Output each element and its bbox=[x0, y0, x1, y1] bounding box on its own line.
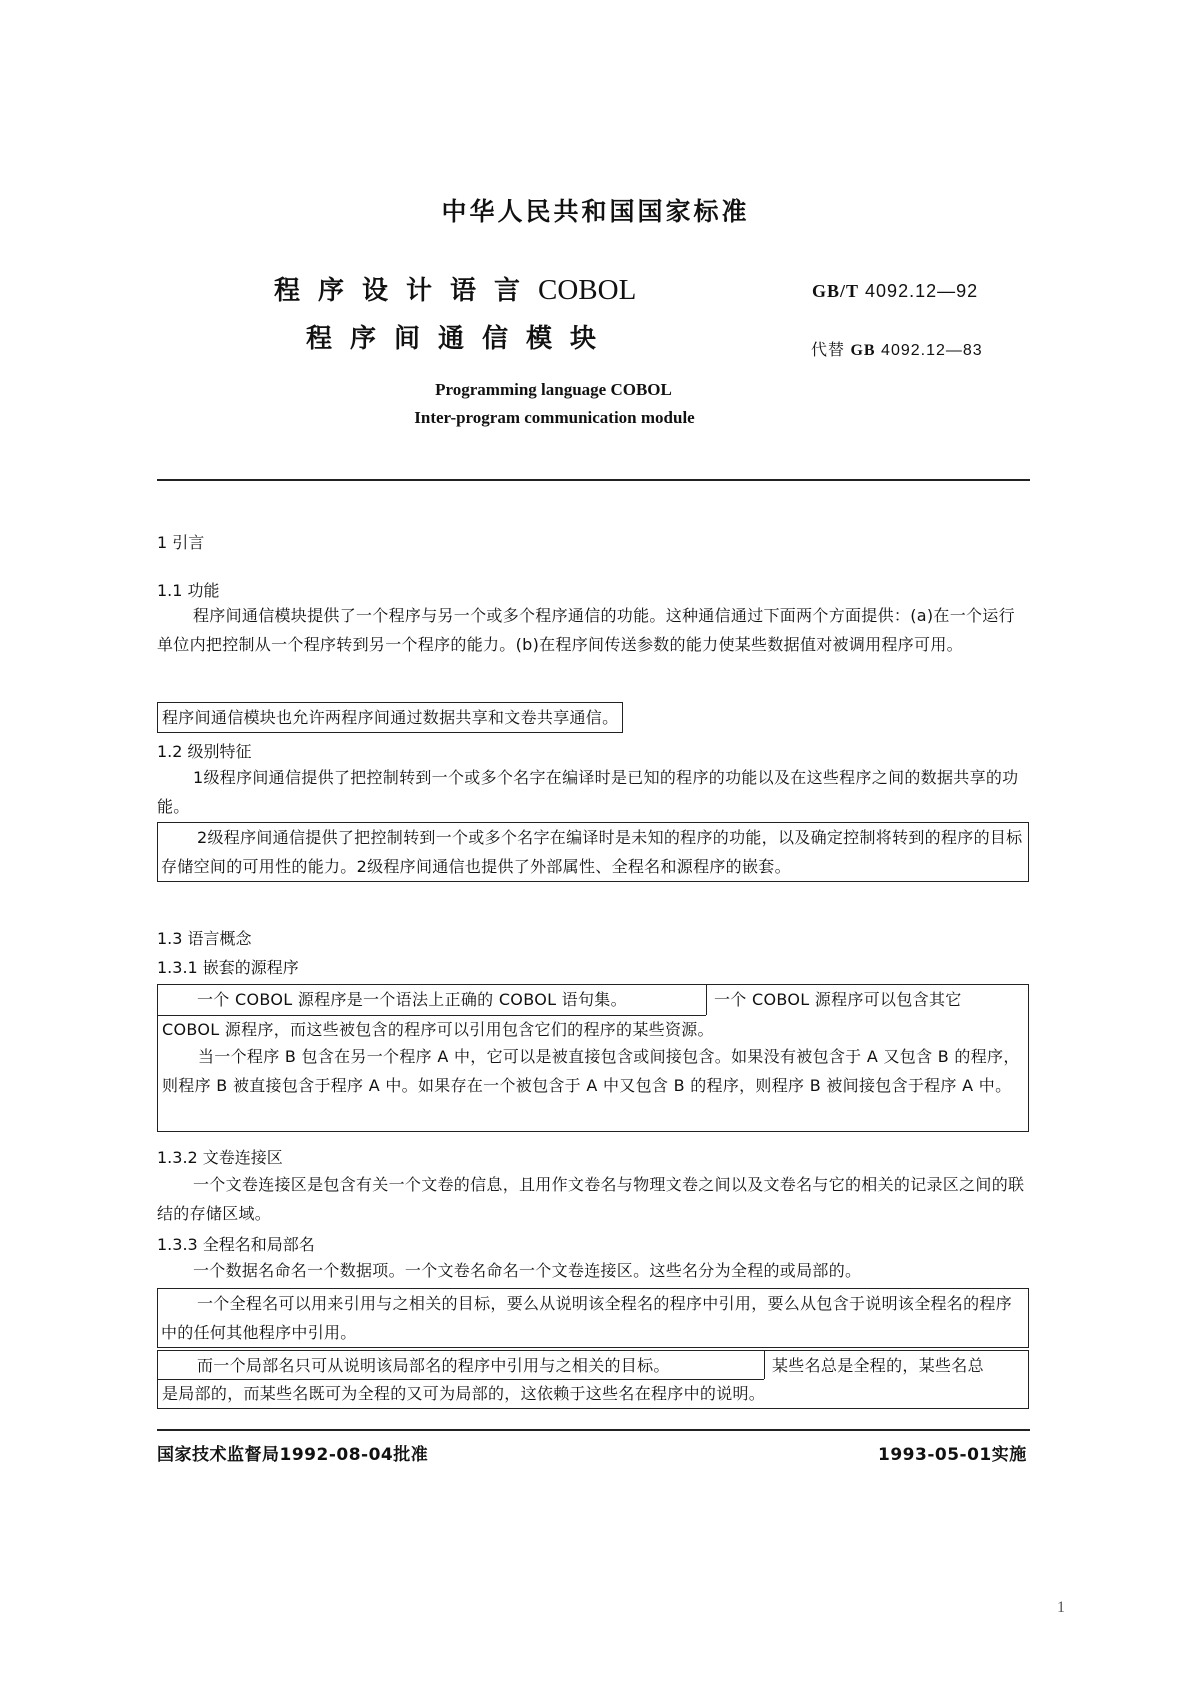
title-text: 程序设计语言 bbox=[274, 276, 539, 306]
section-1-3-3-notched-box bbox=[157, 1350, 1029, 1409]
section-1-3-3-box2-text-start: 某些名总是全程的，某些名总 bbox=[772, 1356, 984, 1375]
section-1-3-1-box-paragraph-2: 当一个程序 B 包含在另一个程序 A 中，它可以是被直接包含或间接包含。如果没有被包含于 A 又包含 B 的程序，则程序 B 被直接包含于程序 A 中。如果存在一个被包含于 A 中又包含 B 的程序，则程序 B 被间接包含于程序 A 中。 bbox=[162, 1047, 1020, 1095]
section-1-3-1-sentence-1: 一个 COBOL 源程序是一个语法上正确的 COBOL 语句集。 bbox=[197, 990, 627, 1009]
section-1-3-1-box-text-start: 一个 COBOL 源程序可以包含其它 bbox=[714, 990, 962, 1009]
section-1-3-2-paragraph: 一个文卷连接区是包含有关一个文卷的信息，且用作文卷名与物理文卷之间以及文卷名与它的相关的记录区之间的联结的存储区域。 bbox=[157, 1175, 1025, 1223]
page-number: 1 bbox=[1057, 1599, 1065, 1616]
title-cobol: COBOL bbox=[538, 274, 637, 306]
box-notch-vertical bbox=[764, 1351, 765, 1379]
section-1-2-heading: 1.2 级别特征 bbox=[157, 742, 252, 761]
english-title-2: Inter-program communication module bbox=[414, 408, 695, 427]
standard-code bbox=[812, 281, 978, 302]
section-1-2-box: 2级程序间通信提供了把控制转到一个或多个名字在编译时是未知的程序的功能，以及确定控制将转到的程序的目标存储空间的可用性的能力。2级程序间通信也提供了外部属性、全程名和源程序的嵌套。 bbox=[157, 822, 1029, 882]
header-divider bbox=[157, 479, 1030, 481]
replaces-code bbox=[811, 337, 983, 360]
approval-info: 国家技术监督局1992-08-04批准 bbox=[157, 1445, 429, 1465]
section-1-1-paragraph: 程序间通信模块提供了一个程序与另一个或多个程序通信的功能。这种通信通过下面两个方面提供：(a)在一个运行单位内把控制从一个程序转到另一个程序的能力。(b)在程序间传送参数的能力使某些数据值对被调用程序可用。 bbox=[157, 606, 1015, 654]
section-1-1-box: 程序间通信模块也允许两程序间通过数据共享和文卷共享通信。 bbox=[157, 702, 623, 733]
section-1-2-paragraph: 1级程序间通信提供了把控制转到一个或多个名字在编译时是已知的程序的功能以及在这些程序之间的数据共享的功能。 bbox=[157, 768, 1019, 816]
section-1-3-3-box2-text-cont: 是局部的，而某些名既可为全程的又可为局部的，这依赖于这些名在程序中的说明。 bbox=[162, 1384, 766, 1403]
english-title-1: Programming language COBOL bbox=[435, 380, 672, 399]
standard-code-number: 4092.12—92 bbox=[865, 281, 979, 301]
effective-date: 1993-05-01实施 bbox=[878, 1445, 1027, 1465]
footer-divider bbox=[157, 1429, 1030, 1431]
title-line-2: 程序间通信模块 bbox=[306, 324, 615, 354]
box-notch-vertical bbox=[706, 985, 707, 1015]
replaces-prefix: GB bbox=[850, 342, 876, 359]
section-1-3-3-heading: 1.3.3 全程名和局部名 bbox=[157, 1235, 315, 1254]
section-1-3-1-box-text-cont: COBOL 源程序，而这些被包含的程序可以引用包含它们的程序的某些资源。 bbox=[162, 1020, 714, 1039]
replaces-label: 代替 bbox=[811, 342, 846, 359]
national-standard-heading: 中华人民共和国国家标准 bbox=[441, 197, 750, 226]
section-1-3-1-heading: 1.3.1 嵌套的源程序 bbox=[157, 958, 299, 977]
section-1-3-3-paragraph-1: 一个数据名命名一个数据项。一个文卷名命名一个文卷连接区。这些名分为全程的或局部的。 bbox=[193, 1261, 862, 1280]
title-line-1 bbox=[274, 270, 636, 307]
section-1-1-heading: 1.1 功能 bbox=[157, 581, 220, 600]
section-1-heading: 1 引言 bbox=[157, 533, 205, 552]
section-1-3-3-box: 一个全程名可以用来引用与之相关的目标，要么从说明该全程名的程序中引用，要么从包含于说明该全程名的程序中的任何其他程序中引用。 bbox=[157, 1288, 1029, 1348]
standard-code-prefix: GB/T bbox=[812, 281, 860, 301]
section-1-3-1-box bbox=[157, 984, 1029, 1132]
replaces-number: 4092.12—83 bbox=[881, 342, 983, 359]
section-1-3-heading: 1.3 语言概念 bbox=[157, 929, 252, 948]
section-1-3-3-paragraph-2: 而一个局部名只可从说明该局部名的程序中引用与之相关的目标。 bbox=[197, 1356, 670, 1375]
section-1-3-2-heading: 1.3.2 文卷连接区 bbox=[157, 1148, 283, 1167]
